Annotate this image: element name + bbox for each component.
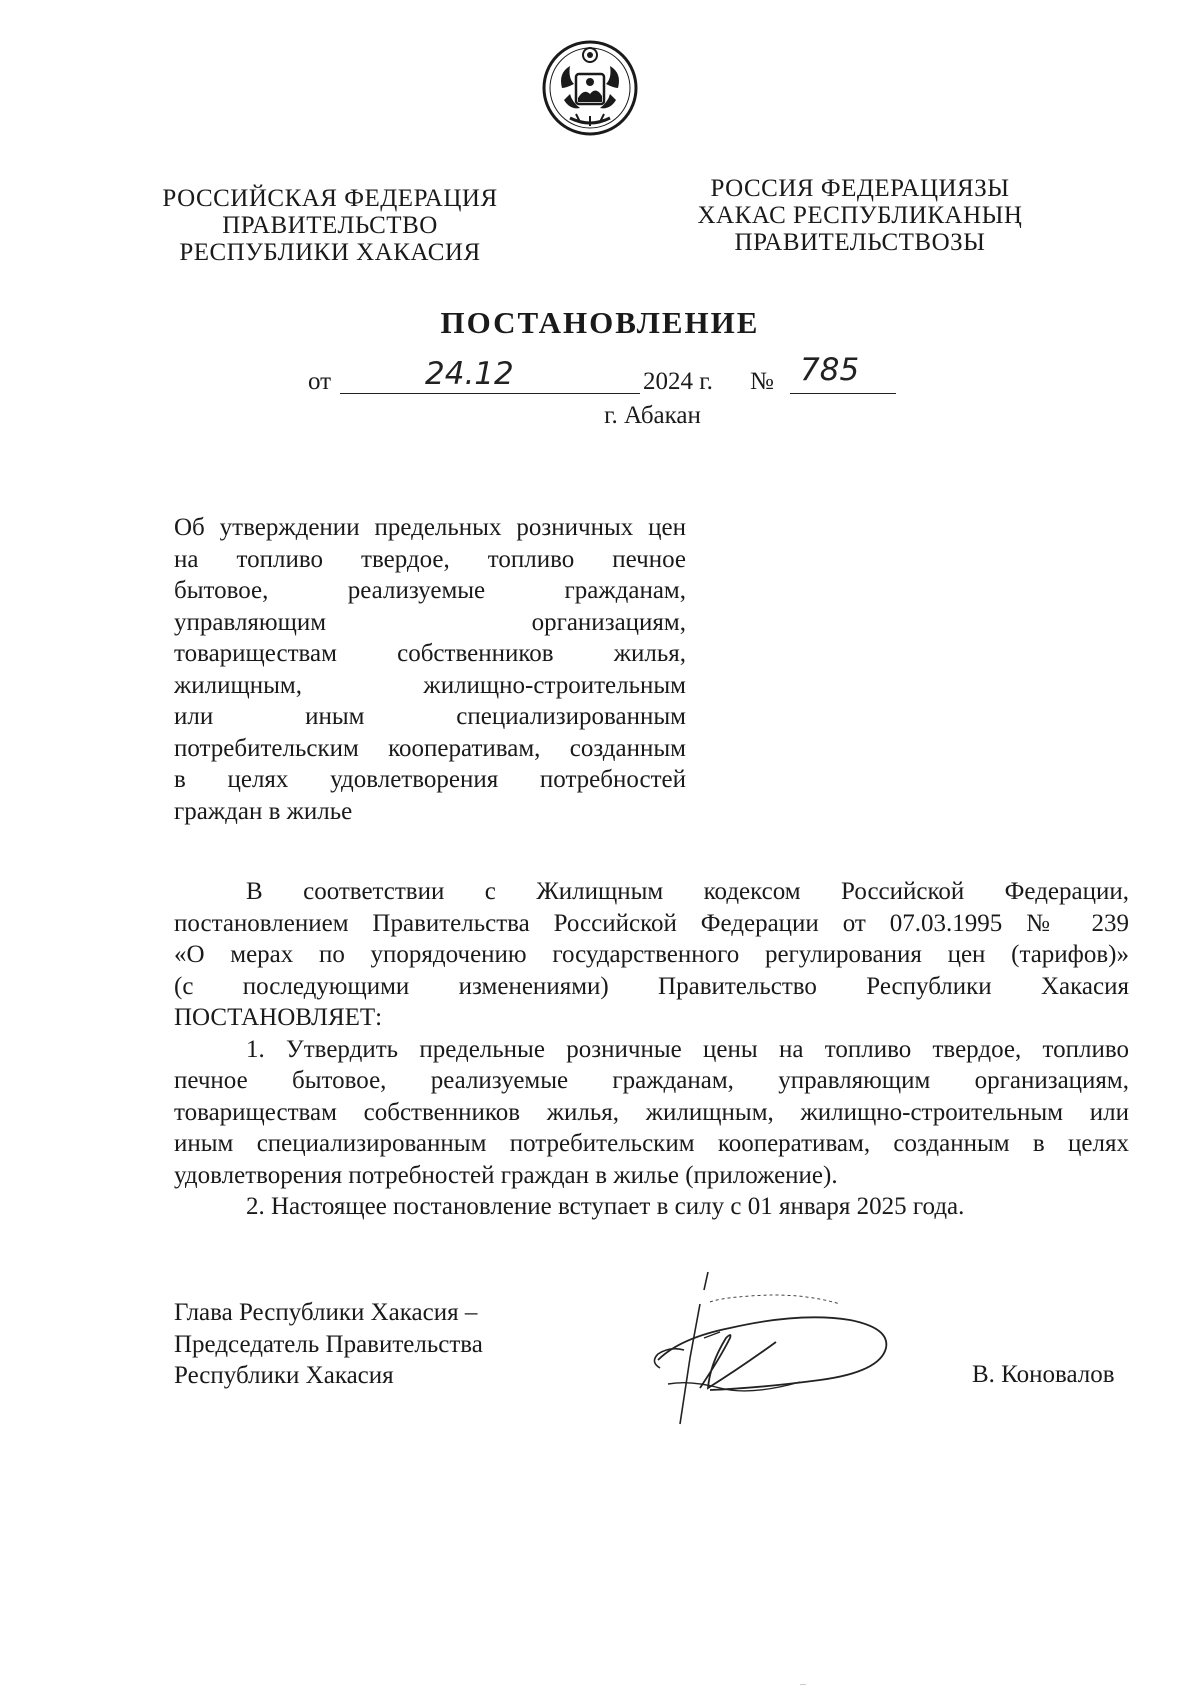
- number-underline: [790, 393, 896, 394]
- header-line: ХАКАС РЕСПУБЛИКАНЫҢ: [697, 202, 1023, 229]
- title-line: граждан в жилье: [174, 797, 353, 825]
- title-line: в целях удовлетворения потребностей: [174, 766, 686, 793]
- scan-mark: [800, 1684, 806, 1685]
- document-body: [174, 876, 1129, 1223]
- city: г. Абакан: [604, 402, 701, 429]
- item-1-line: товариществам собственников жилья, жилищным, жилищно-строительным или: [174, 1098, 1129, 1126]
- header-russian: [140, 185, 520, 266]
- signatory-title-line: Республики Хакасия: [174, 1362, 394, 1389]
- item-2: 2. Настоящее постановление вступает в силу с 01 января 2025 года.: [246, 1193, 965, 1220]
- title-line: жилищным, жилищно-строительным: [174, 671, 686, 699]
- preamble-line: (с последующими изменениями) Правительство Республики Хакасия: [174, 972, 1129, 1000]
- preamble-line: ПОСТАНОВЛЯЕТ:: [174, 1004, 383, 1031]
- preamble-line: В соответствии с Жилищным кодексом Российской Федерации,: [246, 878, 1129, 905]
- preamble-line: постановлением Правительства Российской Федерации от 07.03.1995 № 239: [174, 909, 1129, 937]
- header-line: ПРАВИТЕЛЬСТВО: [222, 212, 438, 239]
- signatory-name: В. Коновалов: [972, 1361, 1115, 1388]
- item-1-line: печное бытовое, реализуемые гражданам, управляющим организациям,: [174, 1067, 1129, 1094]
- handwritten-signature: [600, 1268, 920, 1428]
- item-1-line: удовлетворения потребностей граждан в жилье (приложение).: [174, 1161, 838, 1189]
- preamble-line: «О мерах по упорядочению государственного регулирования цен (тарифов)»: [174, 941, 1129, 968]
- coat-of-arms-icon: [540, 38, 640, 138]
- header-line: РОССИЙСКАЯ ФЕДЕРАЦИЯ: [162, 185, 498, 212]
- document-title: [174, 512, 686, 827]
- title-line: Об утверждении предельных розничных цен: [174, 514, 686, 541]
- signatory-title: [174, 1297, 483, 1392]
- header-khakas: [680, 175, 1040, 256]
- title-line: товариществам собственников жилья,: [174, 640, 686, 667]
- date-label: от: [308, 368, 332, 395]
- title-line: на топливо твердое, топливо печное: [174, 545, 686, 573]
- title-line: бытовое, реализуемые гражданам,: [174, 577, 686, 604]
- title-line: управляющим организациям,: [174, 608, 686, 636]
- year-label: 2024 г.: [643, 368, 713, 395]
- title-line: или иным специализированным: [174, 703, 686, 730]
- date-underline: [340, 393, 640, 394]
- header-line: ПРАВИТЕЛЬСТВОЗЫ: [734, 229, 986, 256]
- signatory-title-line: Глава Республики Хакасия –: [174, 1299, 478, 1326]
- title-line: потребительским кооперативам, созданным: [174, 734, 686, 762]
- item-1-line: иным специализированным потребительским кооперативам, созданным в целях: [174, 1130, 1129, 1157]
- document-type: ПОСТАНОВЛЕНИЕ: [440, 305, 760, 340]
- number-label: №: [750, 368, 774, 395]
- signatory-title-line: Председатель Правительства: [174, 1330, 483, 1358]
- header-line: РОССИЯ ФЕДЕРАЦИЯЗЫ: [710, 175, 1010, 202]
- header-line: РЕСПУБЛИКИ ХАКАСИЯ: [179, 239, 481, 266]
- item-1-line: 1. Утвердить предельные розничные цены на топливо твердое, топливо: [246, 1035, 1129, 1063]
- number-handwritten: 785: [800, 352, 860, 388]
- date-handwritten: 24.12: [425, 356, 514, 392]
